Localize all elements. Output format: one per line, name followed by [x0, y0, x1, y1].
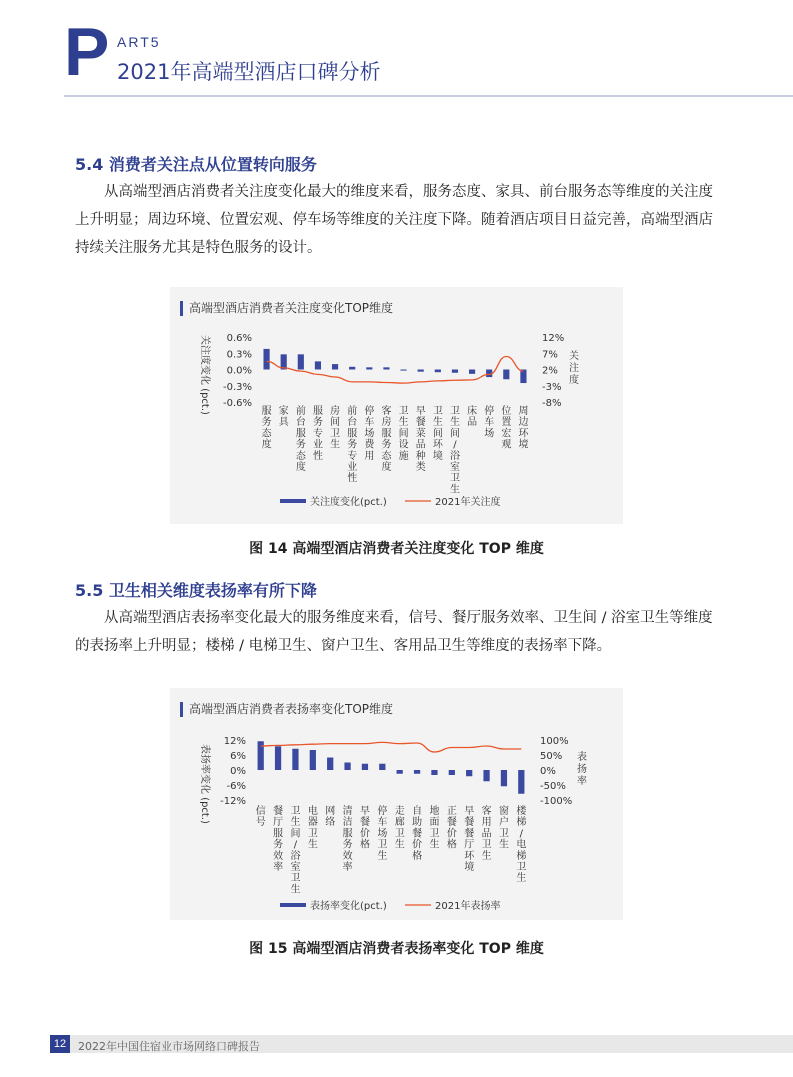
category-label: 早餐菜品种类	[415, 406, 426, 473]
category-label: 电器卫生	[307, 806, 318, 851]
section-paragraph-5-5: 从高端型酒店表扬率变化最大的服务维度来看，信号、餐厅服务效率、卫生间 / 浴室卫生等维度的表扬率上升明显；楼梯 / 电梯卫生、窗户卫生、客用品卫生等维度的表扬率下降。	[75, 610, 713, 654]
bar	[362, 764, 368, 770]
category-label: 客房服务态度	[381, 406, 392, 473]
category-label: 早餐餐厅环境	[464, 806, 475, 873]
y-tick-label: -0.6%	[222, 398, 252, 409]
bar	[315, 361, 321, 369]
bar	[452, 370, 458, 373]
y-axis-label: 关注度变化 (pct.)	[199, 335, 210, 415]
category-label: 信号	[255, 806, 266, 829]
y2-tick-label: -50%	[540, 781, 566, 792]
legend-line-label: 2021年关注度	[435, 497, 501, 508]
bar	[501, 770, 507, 786]
y2-tick-label: -100%	[540, 796, 573, 807]
y2-tick-label: 2%	[542, 365, 558, 377]
bar	[379, 764, 385, 770]
bar	[449, 770, 455, 775]
section-title-5-5: 5.5 卫生相关维度表扬率有所下降	[75, 581, 317, 600]
chapter-title: 2021年高端型酒店口碑分析	[117, 60, 381, 84]
bar	[400, 370, 406, 371]
bar	[275, 746, 281, 770]
y-tick-label: 12%	[223, 736, 246, 747]
category-label: 床品	[467, 406, 478, 429]
legend-bar-label: 表扬率变化(pct.)	[310, 901, 387, 912]
category-label: 家具	[278, 406, 289, 429]
y2-tick-label: 7%	[542, 349, 558, 361]
legend-line-label: 2021年表扬率	[435, 901, 501, 912]
figure-caption-14: 图 14 高端型酒店消费者关注度变化 TOP 维度	[249, 541, 544, 557]
part-label: ART5	[117, 34, 161, 50]
bar	[332, 364, 338, 369]
category-label: 窗户卫生	[498, 806, 509, 851]
category-label: 房间卫生	[330, 406, 341, 451]
bar	[344, 763, 350, 771]
category-label: 服务专业性	[312, 406, 323, 462]
y-tick-label: -12%	[220, 796, 246, 807]
figure-caption-15: 图 15 高端型酒店消费者表扬率变化 TOP 维度	[249, 941, 544, 957]
bar	[469, 370, 475, 374]
category-label: 早餐价格	[359, 806, 370, 851]
category-label: 自助餐价格	[412, 806, 423, 862]
page-number: 12	[50, 1035, 70, 1053]
y-tick-label: -0.3%	[222, 381, 252, 393]
category-label: 停车场	[484, 406, 495, 440]
chart-attention-svg	[170, 287, 623, 524]
category-label: 清洁服务效率	[342, 806, 353, 873]
y2-tick-label: 12%	[542, 333, 565, 344]
y-tick-label: 0.0%	[226, 365, 252, 377]
footer-text: 2022年中国住宿业市场网络口碑报告	[78, 1040, 260, 1053]
bar	[310, 750, 316, 770]
y2-tick-label: -3%	[542, 381, 562, 393]
bar	[483, 770, 489, 781]
y-tick-label: 0.3%	[226, 349, 252, 361]
section-paragraph-5-4: 从高端型酒店消费者关注度变化最大的维度来看，服务态度、家具、前台服务态等维度的关注度上升明显；周边环境、位置宏观、停车场等维度的关注度下降。随着酒店项目日益完善，高端型酒店持续关注服务尤其是特色服务的设计。	[75, 184, 713, 256]
chart-praise-svg	[170, 688, 623, 920]
category-label: 前台服务态度	[295, 406, 306, 473]
category-label: 楼梯/电梯卫生	[516, 806, 527, 885]
y-tick-label: -6%	[226, 781, 246, 792]
y-tick-label: 6%	[230, 751, 246, 762]
chart-praise	[170, 688, 623, 920]
y2-axis-label: 关注度	[569, 351, 579, 386]
category-label: 前台服务专业性	[347, 406, 358, 485]
y-axis-label: 表扬率变化 (pct.)	[199, 744, 210, 824]
bar	[366, 367, 372, 369]
bar	[292, 749, 298, 770]
category-label: 服务态度	[261, 406, 272, 451]
category-label: 客用品卫生	[481, 806, 492, 862]
bar	[418, 370, 424, 372]
bar	[263, 349, 269, 370]
bar	[518, 770, 524, 794]
y2-tick-label: 50%	[540, 751, 563, 762]
part-letter: P	[64, 14, 110, 90]
category-label: 位置宏观	[501, 406, 512, 451]
legend-bar-label: 关注度变化(pct.)	[310, 497, 387, 508]
y-tick-label: 0.6%	[226, 333, 252, 344]
header-divider	[64, 95, 793, 97]
bar	[503, 370, 509, 380]
y2-tick-label: -8%	[542, 398, 562, 409]
y2-tick-label: 0%	[540, 766, 556, 777]
bar	[298, 354, 304, 369]
category-label: 卫生间环境	[432, 406, 443, 462]
category-label: 网络	[325, 806, 336, 829]
legend-bar-swatch	[280, 903, 306, 907]
series-line	[261, 742, 522, 752]
category-label: 周边环境	[518, 406, 529, 451]
category-label: 卫生间设施	[398, 406, 409, 462]
category-label: 停车场费用	[364, 406, 375, 462]
bar	[466, 770, 472, 776]
category-label: 正餐价格	[446, 806, 457, 851]
bar	[383, 367, 389, 369]
series-line	[267, 357, 524, 384]
bar	[435, 370, 441, 373]
category-label: 餐厅服务效率	[273, 806, 284, 873]
bar	[397, 770, 403, 774]
category-label: 停车场卫生	[377, 806, 388, 862]
category-label: 卫生间/浴室卫生	[290, 806, 301, 896]
y2-tick-label: 100%	[540, 736, 569, 747]
chart-attention	[170, 287, 623, 524]
category-label: 走廊卫生	[394, 806, 405, 851]
bar	[349, 367, 355, 370]
category-label: 卫生间/浴室卫生	[449, 406, 460, 496]
chart-title: 高端型酒店消费者关注度变化TOP维度	[180, 301, 393, 316]
bar	[327, 758, 333, 771]
bar	[414, 770, 420, 774]
category-label: 地面卫生	[429, 806, 440, 851]
section-title-5-4: 5.4 消费者关注点从位置转向服务	[75, 155, 317, 174]
y-tick-label: 0%	[230, 766, 246, 777]
legend-bar-swatch	[280, 499, 306, 503]
y2-axis-label: 表扬率	[577, 752, 587, 787]
bar	[431, 770, 437, 775]
chart-title: 高端型酒店消费者表扬率变化TOP维度	[180, 702, 393, 717]
